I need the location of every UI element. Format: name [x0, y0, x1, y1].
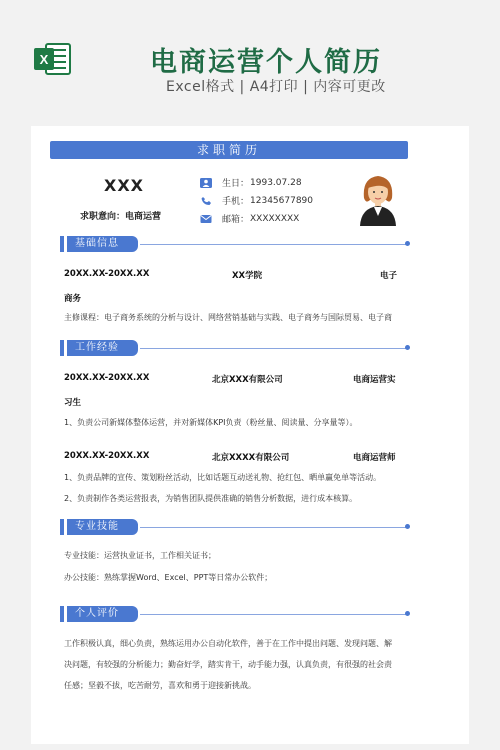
mail-icon: [200, 214, 212, 224]
work-role-a: 电商运营师: [353, 453, 396, 463]
job-intent: [80, 209, 161, 222]
applicant-name: XXX: [104, 176, 145, 195]
work-duty: 2、负责制作各类运营报表，为销售团队提供准确的销售分析数据，进行成本核算。: [64, 494, 358, 503]
section-title: 基础信息: [67, 236, 138, 252]
evaluation-line: 决问题，有较强的分析能力；勤奋好学，踏实肯干，动手能力强，认真负责，有很强的社会责: [64, 660, 392, 669]
section-skills: [60, 519, 410, 535]
resume-title: 求职简历: [50, 141, 408, 159]
job-intent-value: 电商运营: [125, 212, 162, 222]
contact-phone: [200, 194, 313, 207]
section-title: 专业技能: [67, 519, 138, 535]
contact-birth: [200, 176, 302, 189]
avatar: [356, 170, 400, 226]
excel-icon: [32, 42, 72, 76]
work-period: 20XX.XX-20XX.XX: [64, 373, 150, 383]
phone-label: 手机：: [222, 197, 250, 207]
evaluation-line: 工作积极认真，细心负责，熟练运用办公自动化软件，善于在工作中提出问题、发现问题、解: [64, 639, 392, 648]
svg-text:X: X: [39, 52, 49, 67]
banner-subtitle: Excel格式 | A4打印 | 内容可更改: [166, 79, 386, 95]
job-intent-label: 求职意向：: [80, 212, 126, 222]
contact-email: [200, 212, 299, 225]
work-duty: 1、负责品牌的宣传、策划粉丝活动，比如话题互动送礼物、抢红包、晒单赢免单等活动。: [64, 473, 382, 482]
banner: [0, 0, 500, 120]
edu-major-a: 电子: [380, 271, 398, 281]
email-value: XXXXXXXX: [250, 213, 300, 224]
work-duty: 1、负责公司新媒体整体运营，并对新媒体KPI负责（粉丝量、阅读量、分享量等）。: [64, 418, 358, 427]
skill-line: 专业技能：运营执业证书，工作相关证书；: [64, 551, 216, 560]
section-basic-info: [60, 236, 410, 252]
section-work: [60, 340, 410, 356]
skill-line: 办公技能：熟练掌握Word、Excel、PPT等日常办公软件；: [64, 573, 273, 582]
edu-period: 20XX.XX-20XX.XX: [64, 269, 150, 279]
phone-value: 12345677890: [250, 195, 314, 206]
birth-label: 生日：: [222, 179, 250, 189]
person-icon: [200, 178, 212, 188]
work-company: 北京XXX有限公司: [212, 375, 283, 385]
phone-icon: [200, 196, 212, 206]
email-label: 邮箱：: [222, 215, 250, 225]
section-title: 工作经验: [67, 340, 138, 356]
work-role-a: 电商运营实: [353, 375, 396, 385]
work-period: 20XX.XX-20XX.XX: [64, 451, 150, 461]
work-role-b: 习生: [64, 398, 82, 408]
section-title: 个人评价: [67, 606, 138, 622]
evaluation-line: 任感；坚毅不拔，吃苦耐劳，喜欢和勇于迎接新挑战。: [64, 681, 256, 690]
edu-courses: 主修课程：电子商务系统的分析与设计、网络营销基础与实践、电子商务与国际贸易、电子商: [64, 313, 392, 322]
work-company: 北京XXXX有限公司: [212, 453, 290, 463]
banner-title: 电商运营个人简历: [150, 47, 382, 78]
edu-school: XX学院: [232, 271, 263, 281]
section-evaluation: [60, 606, 410, 622]
birth-value: 1993.07.28: [250, 177, 302, 188]
edu-major-b: 商务: [64, 294, 82, 304]
